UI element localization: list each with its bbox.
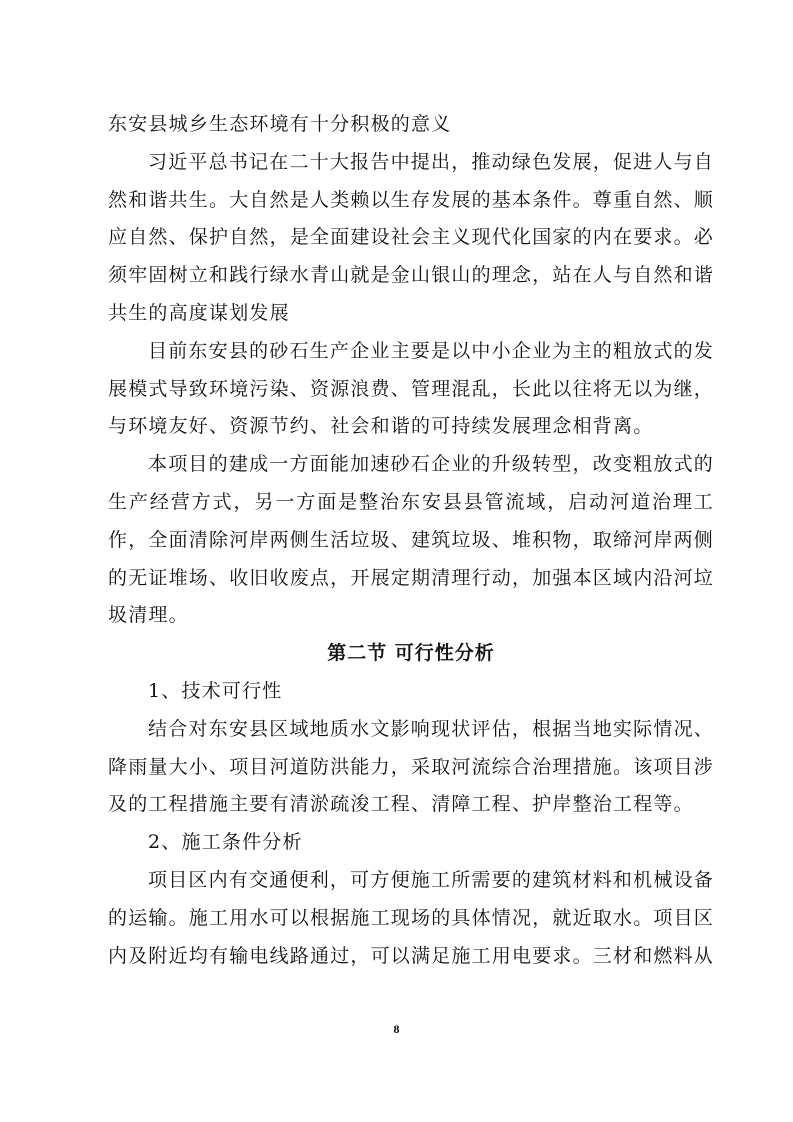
paragraph-green-development: 习近平总书记在二十大报告中提出，推动绿色发展，促进人与自然和谐共生。大自然是人类赖以生存发展的基本条件。尊重自然、顺应自然、保护自然，是全面建设社会主义现代化国家的内在要求。必须牢固树立和践行绿水青山就是金山银山的理念，站在人与自然和谐共生的高度谋划发展 xyxy=(108,150,715,324)
subsection-title-construction: 2、施工条件分析 xyxy=(148,831,303,854)
section-heading: 第二节 可行性分析 xyxy=(327,642,495,665)
document-body xyxy=(108,106,714,975)
subsection-title-technical: 1、技术可行性 xyxy=(148,679,283,702)
paragraph-current-situation: 目前东安县的砂石生产企业主要是以中小企业为主的粗放式的发展模式导致环境污染、资源浪费、管理混乱，长此以往将无以为继，与环境友好、资源节约、社会和谐的可持续发展理念相背离。 xyxy=(108,339,715,438)
paragraph-technical-feasibility: 结合对东安县区域地质水文影响现状评估，根据当地实际情况、降雨量大小、项目河道防洪能力，采取河流综合治理措施。该项目涉及的工程措施主要有清淤疏浚工程、清障工程、护岸整治工程等。 xyxy=(108,717,715,816)
paragraph-construction-conditions: 项目区内有交通便利，可方便施工所需要的建筑材料和机械设备的运输。施工用水可以根据施工现场的具体情况，就近取水。项目区内及附近均有输电线路通过，可以满足施工用电要求。三材和燃料从 xyxy=(108,868,715,967)
page-number: 8 xyxy=(393,1022,400,1036)
paragraph-continuation: 东安县城乡生态环境有十分积极的意义 xyxy=(108,113,452,135)
paragraph-project-benefits: 本项目的建成一方面能加速砂石企业的升级转型，改变粗放式的生产经营方式，另一方面是整治东安县县管流域，启动河道治理工作，全面清除河岸两侧生活垃圾、建筑垃圾、堆积物，取缔河岸两侧的无证堆场、收旧收废点，开展定期清理行动，加强本区域内沿河垃圾清理。 xyxy=(108,453,715,627)
